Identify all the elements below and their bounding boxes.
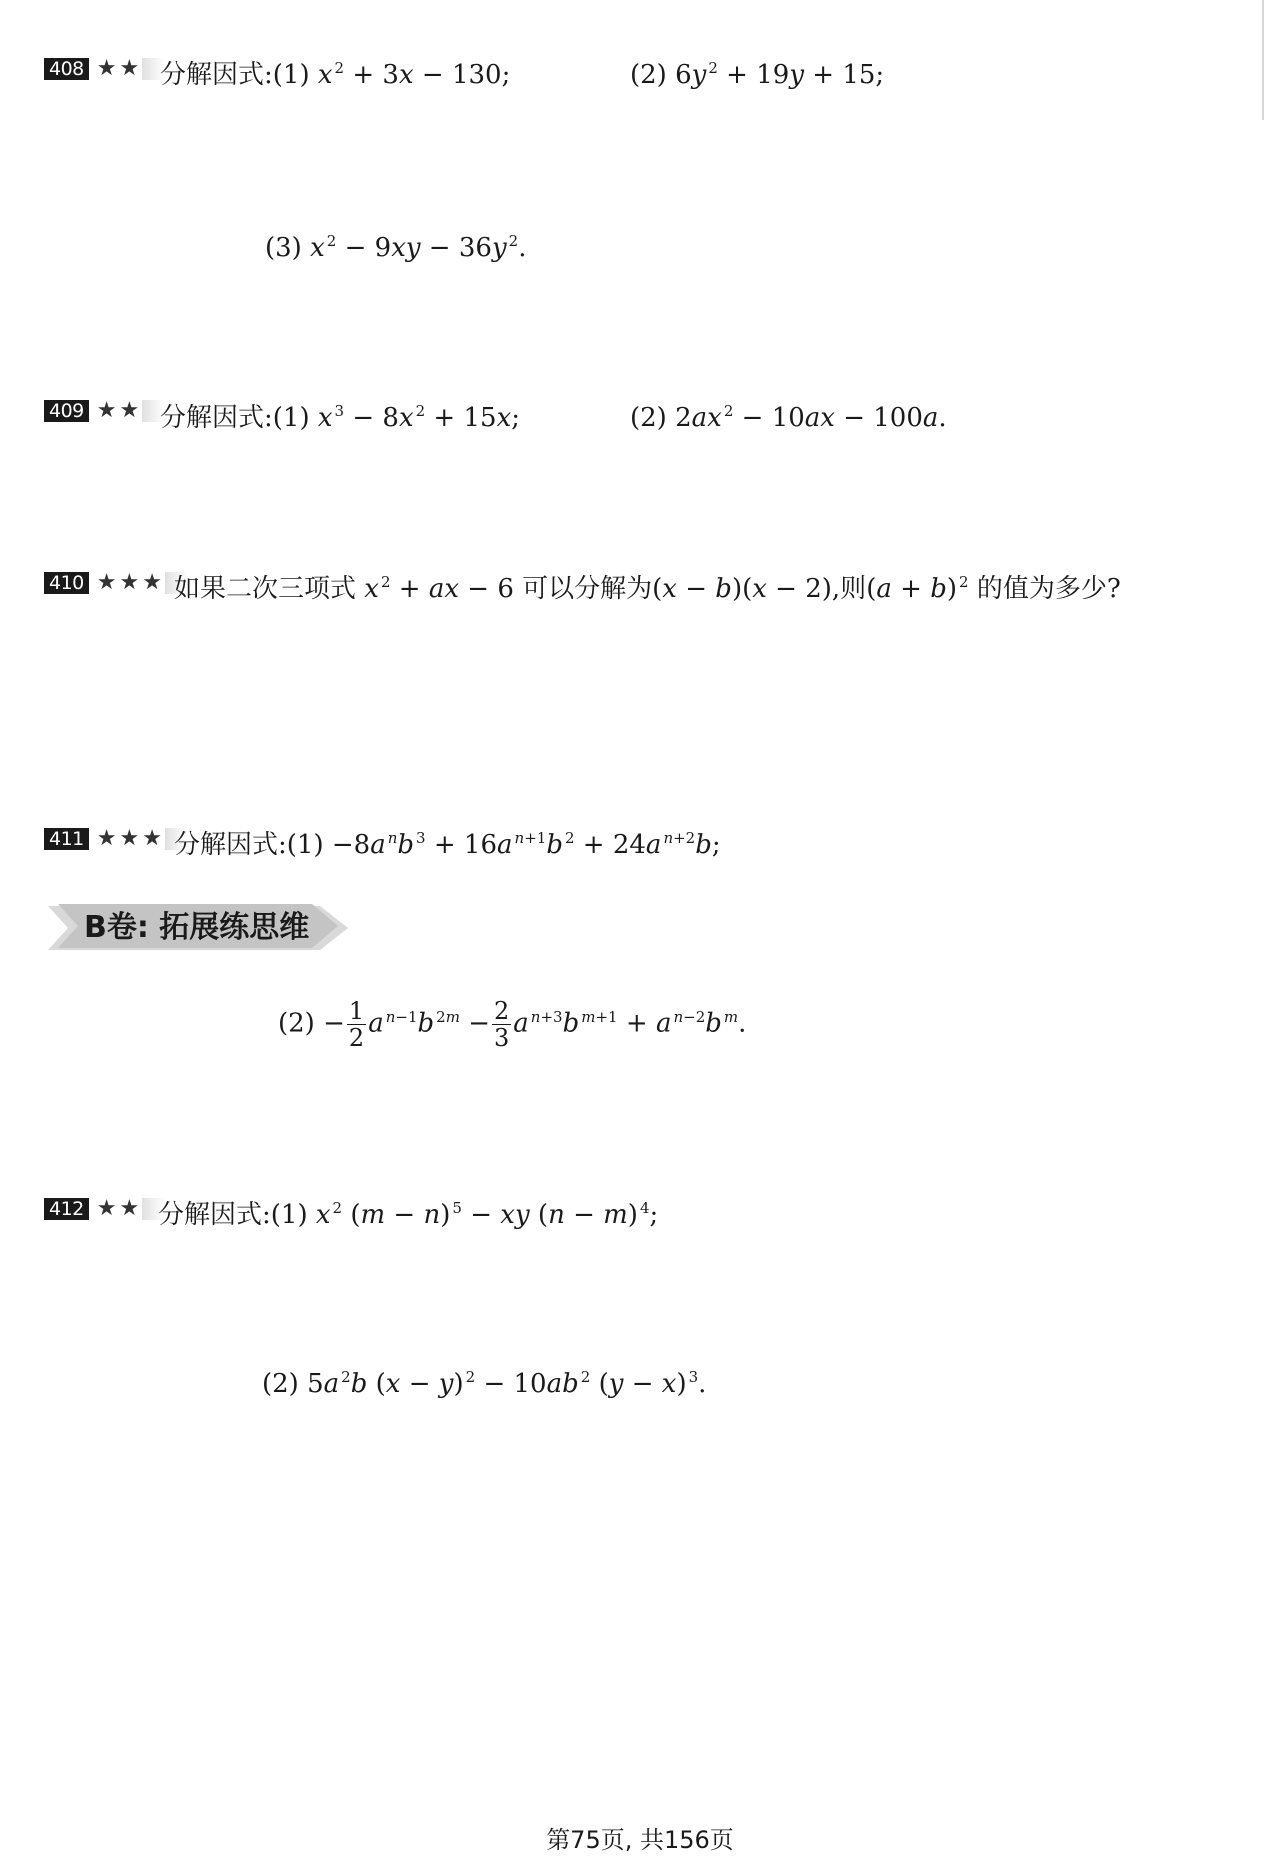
part-label: (2) bbox=[630, 403, 667, 433]
problem-badge-410 bbox=[44, 572, 187, 594]
problem-408-part2: (2) 6y $^2$ + 19y + 15; bbox=[630, 59, 885, 90]
problem-lead: 分解因式: bbox=[160, 403, 273, 433]
problem-409-part2: (2) 2ax $^2$ − 10ax − 100a. bbox=[630, 402, 947, 433]
problem-412-part1: 分解因式:(1) x $^2$ (m − n) $^5$ − xy (n − m) $^4$; bbox=[158, 1199, 659, 1230]
problem-411-part1: 分解因式:(1) −8a $^n$b $^3$ + 16a $^{n+1}$b $^2$ + 24a $^{n+2}$b; bbox=[174, 829, 721, 860]
problem-number: 409 bbox=[44, 400, 89, 422]
problem-411-part2: (2) − $\frac{1}{2}$ a $^{n-1}$b $^{2m}$ − $\frac{2}{3}$ a $^{n+3}$b $^{m+1}$ + a $^{n-2}$b $^m$. bbox=[278, 997, 747, 1052]
problem-badge-408 bbox=[44, 58, 164, 80]
difficulty-stars: ★★★ bbox=[96, 826, 165, 851]
difficulty-stars: ★★ bbox=[96, 56, 143, 81]
problem-text: 可以分解为 bbox=[522, 574, 653, 604]
problem-408-part3: (3) x $^2$ − 9xy − 36y $^2$. bbox=[265, 232, 527, 263]
part-label: (3) bbox=[265, 233, 302, 263]
problem-409-part1: 分解因式:(1) x $^3$ − 8x $^2$ + 15x; bbox=[160, 402, 521, 433]
page-edge-line bbox=[1262, 0, 1264, 120]
problem-badge-411 bbox=[44, 828, 187, 850]
problem-lead: 分解因式: bbox=[160, 60, 273, 90]
difficulty-stars: ★★ bbox=[96, 1196, 143, 1221]
part-label: (2) bbox=[630, 60, 667, 90]
section-header bbox=[48, 902, 368, 954]
page-footer: 第75页, 共156页 bbox=[546, 1826, 734, 1854]
part-label: (2) bbox=[262, 1369, 299, 1399]
problem-badge-412 bbox=[44, 1198, 164, 1220]
problem-408-part1: 分解因式:(1) x $^2$ + 3x − 130; bbox=[160, 59, 511, 90]
part-label: (1) bbox=[270, 1200, 308, 1230]
problem-410-text: 如果二次三项式 x $^2$ + ax − 6 可以分解为(x − b)(x − 2),则(a + b) $^2$ 的值为多少? bbox=[174, 573, 1121, 604]
problem-text: 的值为多少? bbox=[976, 574, 1121, 604]
problem-412-part2: (2) 5a $^2$b (x − y) $^2$ − 10ab $^2$ (y − x) $^3$. bbox=[262, 1368, 707, 1399]
difficulty-stars: ★★ bbox=[96, 398, 143, 423]
problem-badge-409 bbox=[44, 400, 164, 422]
problem-number: 412 bbox=[44, 1198, 89, 1220]
part-label: (1) bbox=[286, 830, 324, 860]
problem-number: 408 bbox=[44, 58, 89, 80]
problem-number: 410 bbox=[44, 572, 89, 594]
problem-text: 如果二次三项式 bbox=[174, 574, 357, 604]
part-label: (2) bbox=[278, 1008, 315, 1039]
problem-lead: 分解因式: bbox=[174, 830, 287, 860]
part-label: (1) bbox=[272, 60, 310, 90]
difficulty-stars: ★★★ bbox=[96, 570, 165, 595]
problem-number: 411 bbox=[44, 828, 89, 850]
part-label: (1) bbox=[272, 403, 310, 433]
problem-lead: 分解因式: bbox=[158, 1200, 271, 1230]
problem-text: ,则 bbox=[831, 574, 867, 604]
section-title: B卷: 拓展练思维 bbox=[84, 910, 310, 945]
fraction-two-thirds: $\frac{2}{3}$ bbox=[494, 997, 510, 1052]
fraction-one-half: $\frac{1}{2}$ bbox=[348, 997, 365, 1052]
